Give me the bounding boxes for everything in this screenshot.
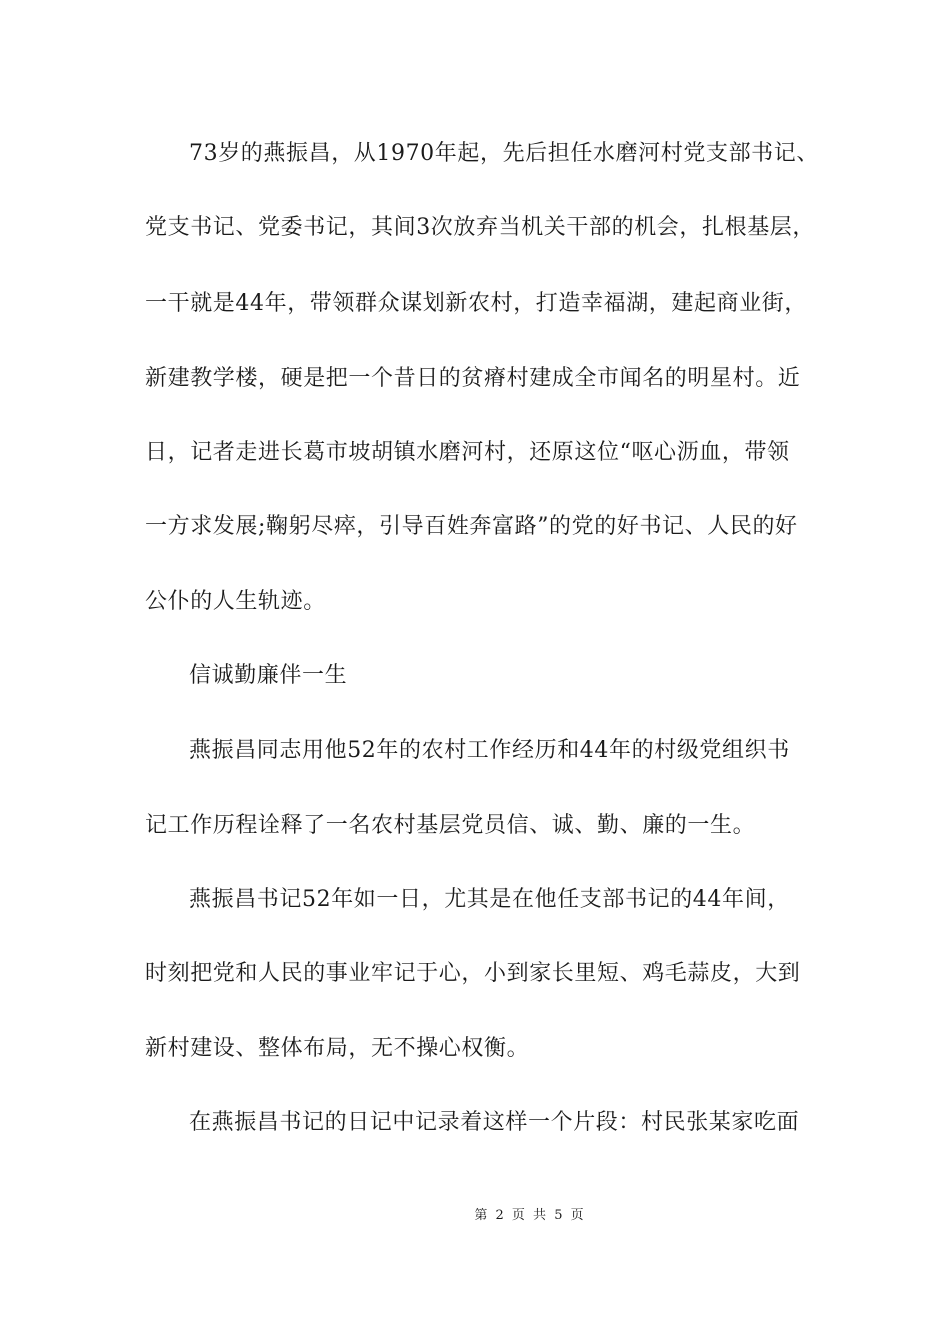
paragraph-line: 新村建设、整体布局，无不操心权衡。	[145, 1036, 530, 1061]
paragraph-line: 在燕振昌书记的日记中记录着这样一个片段：村民张某家吃面	[189, 1110, 800, 1135]
paragraph-line: 燕振昌书记52年如一日，尤其是在他任支部书记的44年间，	[189, 887, 790, 912]
paragraph-line: 一方求发展;鞠躬尽瘁，引导百姓奔富路”的党的好书记、人民的好	[145, 514, 798, 539]
paragraph-line: 公仆的人生轨迹。	[145, 589, 326, 614]
paragraph-line: 73岁的燕振昌，从1970年起，先后担任水磨河村党支部书记、	[189, 141, 819, 166]
paragraph-line: 新建教学楼，硬是把一个昔日的贫瘠村建成全市闻名的明星村。近	[145, 366, 801, 391]
paragraph-line: 记工作历程诠释了一名农村基层党员信、诚、勤、廉的一生。	[145, 813, 756, 838]
paragraph-line: 党支书记、党委书记，其间3次放弃当机关干部的机会，扎根基层，	[145, 215, 815, 240]
paragraph-line: 燕振昌同志用他52年的农村工作经历和44年的村级党组织书	[189, 738, 790, 763]
section-heading: 信诚勤廉伴一生	[189, 663, 348, 688]
paragraph-line: 时刻把党和人民的事业牢记于心，小到家长里短、鸡毛蒜皮，大到	[145, 961, 801, 986]
paragraph-line: 一干就是44年，带领群众谋划新农村，打造幸福湖，建起商业街，	[145, 291, 807, 316]
page-number-footer: 第 2 页 共 5 页	[474, 1208, 586, 1223]
paragraph-line: 日，记者走进长葛市坡胡镇水磨河村，还原这位“呕心沥血，带领	[145, 440, 790, 465]
